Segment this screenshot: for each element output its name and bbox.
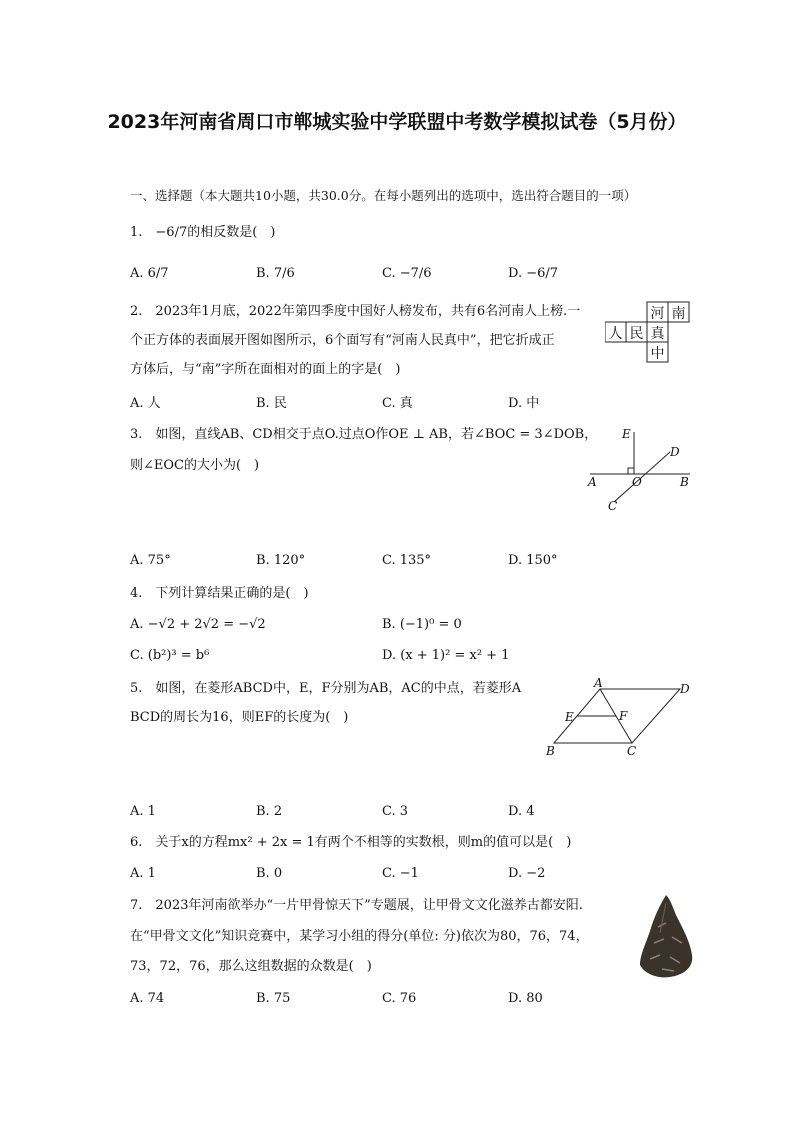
q4-option-c: C. (b²)³ = b⁶	[130, 648, 210, 663]
question-3-stem-line1: 3. 如图，直线AB、CD相交于点O.过点O作OE ⊥ AB，若∠BOC = 3∠DOB，	[130, 427, 598, 442]
oracle-bone-image	[636, 893, 696, 981]
q7-option-a: A. 74	[130, 991, 165, 1006]
q6-option-b: B. 0	[256, 866, 283, 881]
cube-net-figure	[605, 300, 695, 366]
question-7-stem-line3: 73，72，76，那么这组数据的众数是( )	[130, 959, 372, 974]
q3-option-c: C. 135°	[382, 553, 432, 568]
intersecting-lines-figure	[582, 422, 694, 518]
q2-option-a: A. 人	[130, 396, 161, 411]
cube-cell-zhen: 真	[650, 326, 665, 342]
question-1-stem: 1. −6/7的相反数是( )	[130, 225, 276, 240]
q1-option-c: C. −7/6	[382, 266, 432, 281]
question-2-stem-line3: 方体后，与“南”字所在面相对的面上的字是( )	[130, 362, 401, 377]
point-label-e: E	[622, 427, 631, 441]
question-7-stem-line1: 7. 2023年河南欲举办“一片甲骨惊天下”专题展，让甲骨文文化滋养古都安阳.	[130, 898, 583, 913]
q2-option-d: D. 中	[508, 396, 540, 411]
rhombus-figure	[540, 677, 696, 761]
rhombus-label-c: C	[627, 744, 637, 758]
q4-option-d: D. (x + 1)² = x² + 1	[382, 648, 510, 663]
question-7-stem-line2: 在“甲骨文文化”知识竞赛中，某学习小组的得分(单位: 分)依次为80，76，74，	[130, 929, 589, 944]
q6-option-c: C. −1	[382, 866, 419, 881]
question-6-stem: 6. 关于x的方程mx² + 2x = 1有两个不相等的实数根，则m的值可以是( )	[130, 835, 572, 850]
question-2-stem-line1: 2. 2023年1月底，2022年第四季度中国好人榜发布，共有6名河南人上榜.一	[130, 304, 581, 319]
q3-option-b: B. 120°	[256, 553, 306, 568]
exam-title: 2023年河南省周口市郸城实验中学联盟中考数学模拟试卷（5月份）	[107, 111, 687, 133]
q2-option-b: B. 民	[256, 396, 287, 411]
rhombus-label-f: F	[619, 709, 628, 723]
cube-cell-he: 河	[650, 306, 665, 322]
q6-option-a: A. 1	[130, 866, 156, 881]
question-2-stem-line2: 个正方体的表面展开图如图所示，6个面写有“河南人民真中”，把它折成正	[130, 333, 555, 348]
q2-option-c: C. 真	[382, 396, 413, 411]
q3-option-a: A. 75°	[130, 553, 171, 568]
q1-option-d: D. −6/7	[508, 266, 559, 281]
q1-option-a: A. 6/7	[130, 266, 169, 281]
cube-cell-zhong: 中	[650, 346, 665, 362]
rhombus-label-b: B	[546, 744, 555, 758]
q5-option-d: D. 4	[508, 804, 535, 819]
point-label-b: B	[680, 475, 689, 489]
question-5-stem-line1: 5. 如图，在菱形ABCD中，E，F分别为AB，AC的中点，若菱形A	[130, 681, 522, 696]
cube-cell-min: 民	[629, 326, 644, 342]
q7-option-d: D. 80	[508, 991, 543, 1006]
question-3-stem-line2: 则∠EOC的大小为( )	[130, 458, 260, 473]
point-label-d: D	[670, 445, 680, 459]
point-label-o: O	[632, 475, 642, 489]
cube-cell-ren: 人	[608, 326, 623, 342]
section-heading: 一、选择题（本大题共10小题，共30.0分。在每小题列出的选项中，选出符合题目的一项）	[130, 188, 637, 203]
q1-option-b: B. 7/6	[256, 266, 295, 281]
point-label-c: C	[608, 499, 618, 513]
q4-option-a: A. −√2 + 2√2 = −√2	[130, 617, 266, 632]
q5-option-c: C. 3	[382, 804, 409, 819]
q3-option-d: D. 150°	[508, 553, 558, 568]
q6-option-d: D. −2	[508, 866, 546, 881]
rhombus-label-d: D	[680, 682, 690, 696]
cube-cell-nan: 南	[671, 306, 686, 322]
q7-option-b: B. 75	[256, 991, 291, 1006]
q5-option-b: B. 2	[256, 804, 283, 819]
rhombus-label-e: E	[565, 710, 574, 724]
point-label-a: A	[588, 475, 597, 489]
question-5-stem-line2: BCD的周长为16，则EF的长度为( )	[130, 710, 349, 725]
rhombus-label-a: A	[594, 677, 603, 690]
q4-option-b: B. (−1)⁰ = 0	[382, 617, 462, 632]
q5-option-a: A. 1	[130, 804, 156, 819]
q7-option-c: C. 76	[382, 991, 417, 1006]
question-4-stem: 4. 下列计算结果正确的是( )	[130, 586, 309, 601]
